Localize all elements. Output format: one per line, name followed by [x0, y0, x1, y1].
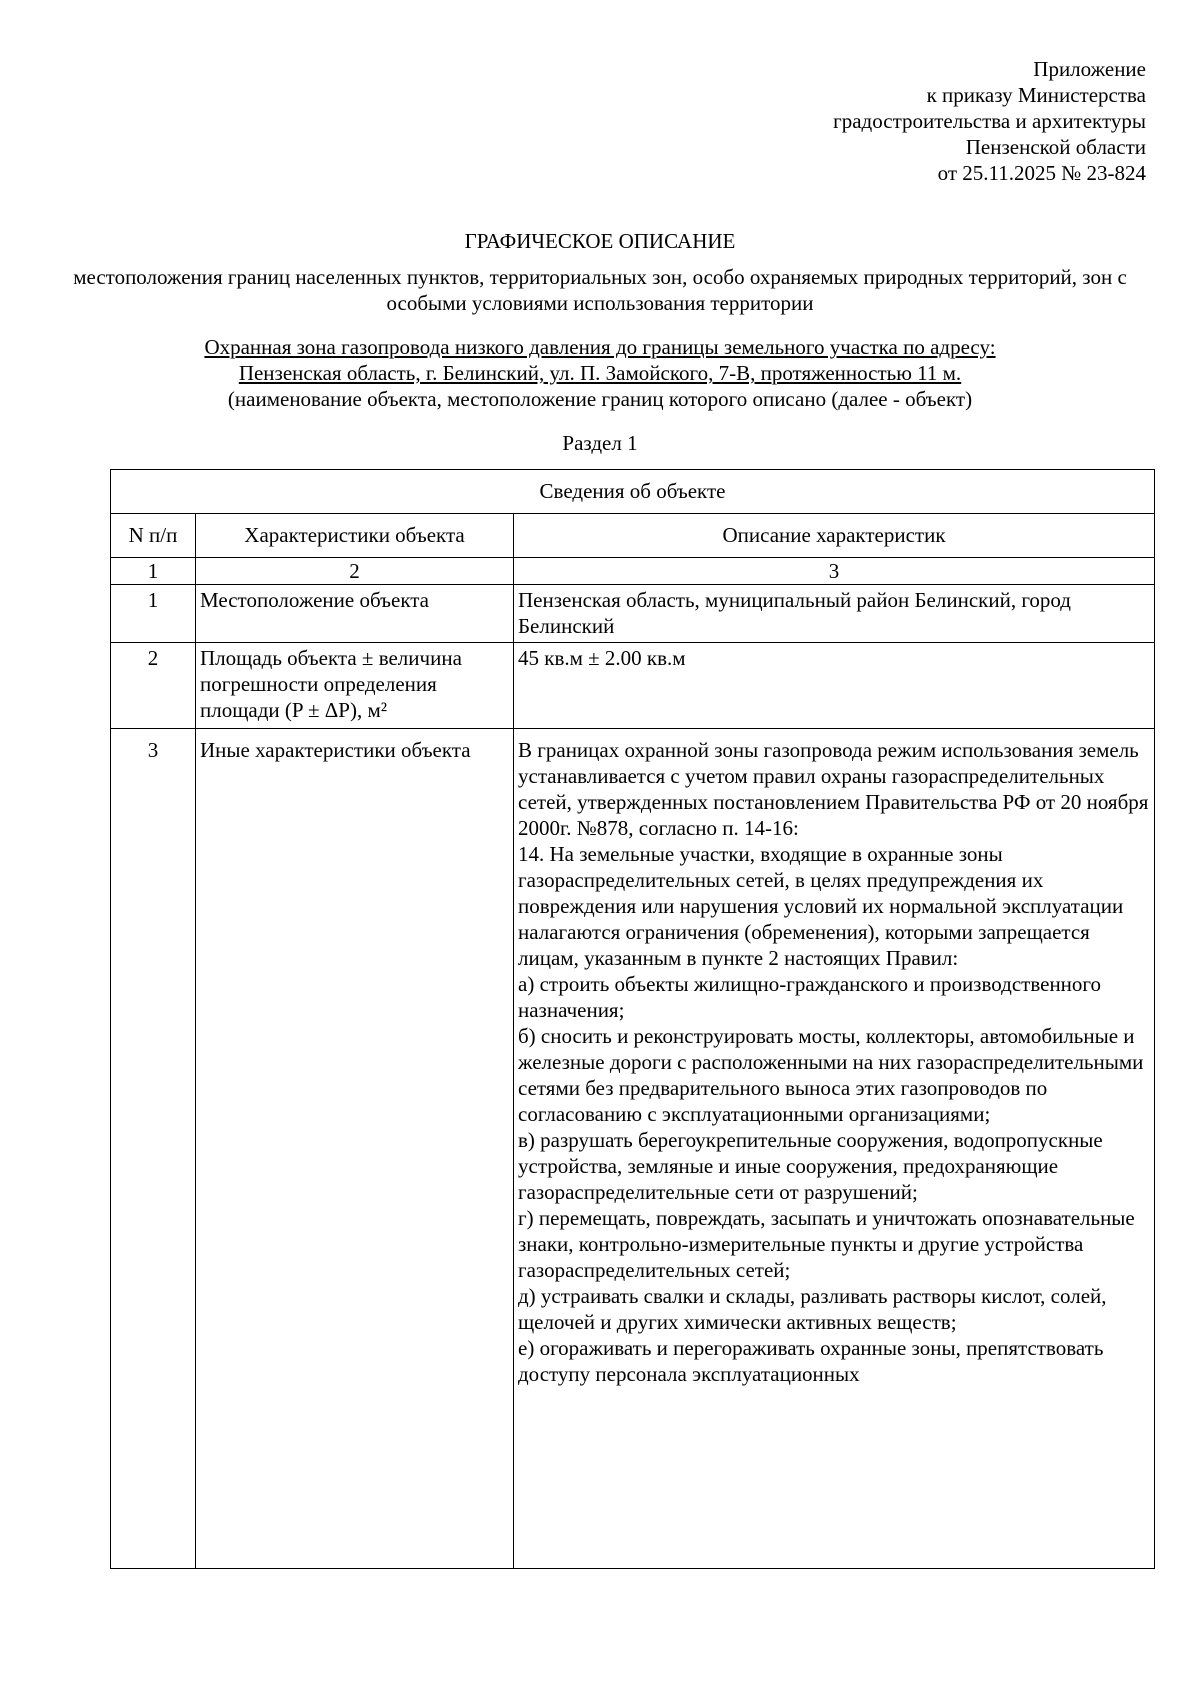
table-header-row	[111, 514, 1155, 558]
approval-line: к приказу Министерства	[926, 83, 1146, 107]
document-subtitle: местоположения границ населенных пунктов, территориальных зон, особо охраняемых природных территорий, зон с особыми условиями использования территории	[73, 265, 1127, 315]
description-paragraph: В границах охранной зоны газопровода режим использования земель устанавливается с учетом правил охраны газораспределительных сетей, утвержденных постановлением Правительства РФ от 20 ноября 2000г. №878, согласно п. 14-16:	[518, 738, 1149, 840]
description-paragraph: е) огораживать и перегораживать охранные зоны, препятствовать доступу персонала эксплуатационных	[518, 1336, 1104, 1386]
column-index: 2	[196, 558, 514, 585]
row-number: 1	[111, 585, 196, 643]
approval-line: Пензенской области	[965, 135, 1146, 159]
column-index-row	[111, 558, 1155, 585]
approval-block	[833, 56, 1146, 186]
column-header-number: N п/п	[111, 514, 196, 558]
description-paragraph: г) перемещать, повреждать, засыпать и уничтожать опознавательные знаки, контрольно-измерительные пункты и другие устройства газораспределительных сетей;	[518, 1206, 1135, 1282]
table-row	[111, 643, 1155, 729]
document-title: ГРАФИЧЕСКОЕ ОПИСАНИЕ	[464, 229, 736, 253]
column-header-description: Описание характеристик	[514, 514, 1155, 558]
table-caption: Сведения об объекте	[111, 470, 1155, 514]
row-description: Пензенская область, муниципальный район Белинский, город Белинский	[514, 585, 1155, 643]
section-label: Раздел 1	[562, 431, 638, 455]
row-description	[514, 729, 1155, 1569]
object-address-line: Пензенская область, г. Белинский, ул. П. Замойского, 7-В, протяженностью 11 м.	[238, 361, 962, 385]
approval-line: Приложение	[1033, 57, 1146, 81]
table-row	[111, 729, 1155, 1569]
row-number: 3	[111, 729, 196, 1569]
approval-line: градостроительства и архитектуры	[833, 109, 1146, 133]
approval-date-line: от 25.11.2025 № 23-824	[937, 161, 1146, 185]
object-info-table	[110, 469, 1155, 1569]
description-paragraph: а) строить объекты жилищно-гражданского и производственного назначения;	[518, 972, 1102, 1022]
description-paragraph: д) устраивать свалки и склады, разливать растворы кислот, солей, щелочей и других химически активных веществ;	[518, 1284, 1107, 1334]
description-paragraph: в) разрушать берегоукрепительные сооружения, водопропускные устройства, земляные и иные сооружения, предохраняющие газораспределительные сети от разрушений;	[518, 1128, 1103, 1204]
table-caption-row	[111, 470, 1155, 514]
column-index: 1	[111, 558, 196, 585]
object-name-block	[60, 334, 1140, 412]
object-name-line: Охранная зона газопровода низкого давления до границы земельного участка по адресу:	[204, 335, 996, 359]
description-paragraph: 14. На земельные участки, входящие в охранные зоны газораспределительных сетей, в целях предупреждения их повреждения или нарушения условий их нормальной эксплуатации налагаются ограничения (обременения), которыми запрещается лицам, указанным в пункте 2 настоящих Правил:	[518, 842, 1124, 970]
row-characteristic: Площадь объекта ± величина погрешности определения площади (P ± ΔP), м²	[196, 643, 514, 729]
column-header-characteristic: Характеристики объекта	[196, 514, 514, 558]
row-description: 45 кв.м ± 2.00 кв.м	[514, 643, 1155, 729]
description-paragraph: б) сносить и реконструировать мосты, коллекторы, автомобильные и железные дороги с расположенными на них газораспределительными сетями без предварительного выноса этих газопроводов по согласованию с эксплуатационными организациями;	[518, 1024, 1144, 1126]
table-row	[111, 585, 1155, 643]
object-name-caption: (наименование объекта, местоположение границ которого описано (далее - объект)	[227, 387, 973, 411]
row-characteristic: Местоположение объекта	[196, 585, 514, 643]
row-number: 2	[111, 643, 196, 729]
column-index: 3	[514, 558, 1155, 585]
row-characteristic: Иные характеристики объекта	[196, 729, 514, 1569]
